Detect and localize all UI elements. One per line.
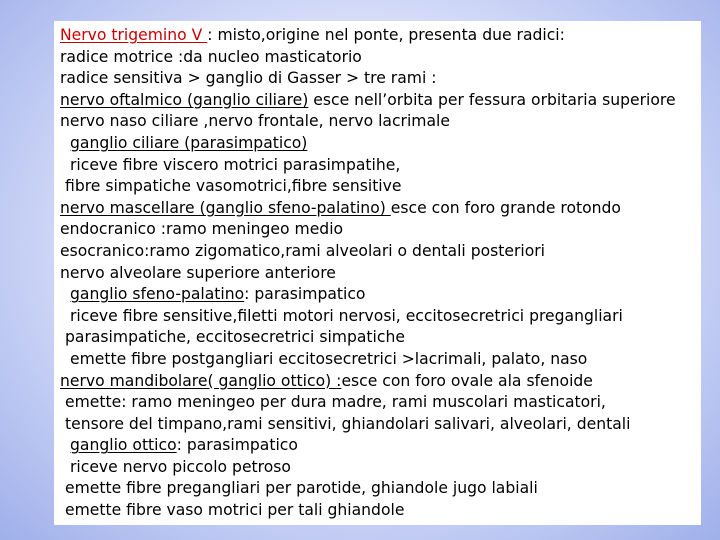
underlined-text: nervo oftalmico (ganglio ciliare) [60, 90, 309, 109]
text-line [60, 478, 697, 500]
text-span: nervo alveolare superiore anteriore [60, 263, 336, 282]
text-span: nervo naso ciliare ,nervo frontale, nervo lacrimale [60, 112, 450, 131]
text-line [60, 284, 697, 306]
text-line [60, 392, 697, 414]
underlined-text: nervo mascellare (ganglio sfeno-palatino) [60, 198, 391, 217]
text-line [60, 500, 697, 522]
text-line [60, 457, 697, 479]
text-line [60, 219, 697, 241]
underlined-text: ganglio sfeno-palatino [70, 285, 245, 304]
text-span: emette fibre pregangliari per parotide, ghiandole jugo labiali [65, 479, 538, 498]
text-span: endocranico :ramo meningeo medio [60, 220, 344, 239]
text-span: radice motrice :da nucleo masticatorio [60, 47, 362, 66]
text-line [60, 133, 697, 155]
text-span: emette: ramo meningeo per dura madre, rami muscolari masticatori, [65, 393, 606, 412]
text-span: emette fibre vaso motrici per tali ghiandole [65, 501, 405, 520]
underlined-text: ganglio ciliare (parasimpatico) [70, 133, 308, 152]
text-line [60, 371, 697, 393]
text-line [60, 241, 697, 263]
slide-text-body [60, 25, 697, 522]
text-span: tensore del timpano,rami sensitivi, ghiandolari salivari, alveolari, dentali [65, 414, 631, 433]
text-line [60, 327, 697, 349]
text-line [60, 25, 697, 47]
text-span: esce nell’orbita per fessura orbitaria superiore [308, 90, 676, 109]
text-span: radice sensitiva > ganglio di Gasser > tre rami : [60, 69, 437, 88]
text-line [60, 90, 697, 112]
underlined-text: nervo mandibolare( ganglio ottico) [60, 371, 337, 390]
text-span: esocranico:ramo zigomatico,rami alveolari o dentali posteriori [60, 241, 546, 260]
text-line [60, 68, 697, 90]
text-line [60, 47, 697, 69]
text-span: fibre simpatiche vasomotrici,fibre sensitive [65, 177, 402, 196]
text-span: parasimpatiche, eccitosecretrici simpatiche [65, 328, 405, 347]
underlined-text: : [336, 371, 342, 390]
text-span: riceve fibre viscero motrici parasimpatihe, [70, 155, 401, 174]
text-line [60, 176, 697, 198]
text-span: : parasimpatico [176, 436, 298, 455]
slide-content-box [54, 21, 701, 525]
text-span: esce con foro ovale ala sfenoide [341, 371, 593, 390]
text-line [60, 198, 697, 220]
text-line [60, 349, 697, 371]
text-span: : misto,origine nel ponte, presenta due radici: [207, 26, 565, 44]
text-line [60, 263, 697, 285]
text-line [60, 155, 697, 177]
text-span: riceve fibre sensitive,filetti motori nervosi, eccitosecretrici pregangliari [70, 306, 623, 325]
text-line [60, 306, 697, 328]
text-line [60, 414, 697, 436]
text-span: riceve nervo piccolo petroso [70, 457, 291, 476]
underlined-text: Nervo trigemino V [60, 26, 208, 44]
text-line [60, 435, 697, 457]
text-line [60, 111, 697, 133]
underlined-text: ganglio ottico [70, 436, 177, 455]
text-span: : parasimpatico [244, 285, 366, 304]
text-span: emette fibre postgangliari eccitosecretrici >lacrimali, palato, naso [70, 349, 588, 368]
text-span: esce con foro grande rotondo [390, 198, 621, 217]
